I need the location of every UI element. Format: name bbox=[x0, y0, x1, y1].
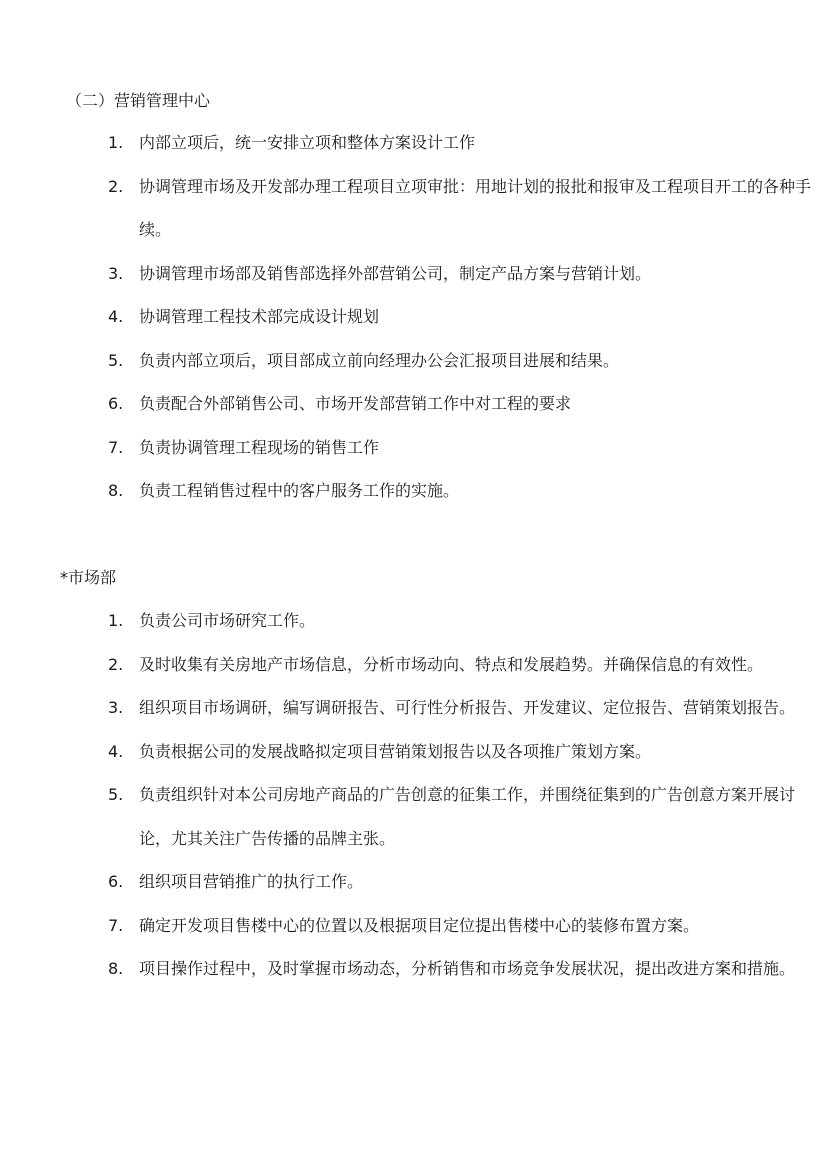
item-number: 6. bbox=[108, 872, 124, 891]
item-text: 组织项目营销推广的执行工作。 bbox=[139, 872, 364, 891]
item-text: 及时收集有关房地产市场信息，分析市场动向、特点和发展趋势。并确保信息的有效性。 bbox=[139, 654, 764, 674]
list-item bbox=[108, 339, 820, 383]
item-text: 负责协调管理工程现场的销售工作 bbox=[139, 437, 380, 457]
item-text: 内部立项后，统一安排立项和整体方案设计工作 bbox=[139, 133, 476, 152]
section-title-marketing-center: （二）营销管理中心 bbox=[66, 91, 211, 110]
item-text: 确定开发项目售楼中心的位置以及根据项目定位提出售楼中心的装修布置方案。 bbox=[139, 915, 700, 935]
item-number: 4. bbox=[108, 307, 124, 326]
item-number: 8. bbox=[108, 481, 124, 500]
item-text: 负责工程销售过程中的客户服务工作的实施。 bbox=[139, 481, 460, 500]
item-number: 3. bbox=[108, 263, 124, 283]
list-item bbox=[108, 165, 820, 252]
item-number: 7. bbox=[108, 915, 124, 935]
item-number: 1. bbox=[108, 133, 124, 152]
list-item bbox=[108, 121, 820, 165]
item-number: 5. bbox=[108, 785, 124, 804]
item-text: 项目操作过程中，及时掌握市场动态，分析销售和市场竞争发展状况，提出改进方案和措施。 bbox=[139, 959, 796, 978]
list-item bbox=[108, 599, 820, 643]
list-item bbox=[108, 947, 820, 991]
item-number: 2. bbox=[108, 654, 124, 674]
item-text: 负责配合外部销售公司、市场开发部营销工作中对工程的要求 bbox=[139, 394, 572, 413]
item-number: 2. bbox=[108, 176, 124, 196]
list-item bbox=[108, 382, 820, 426]
item-text: 负责根据公司的发展战略拟定项目营销策划报告以及各项推广策划方案。 bbox=[139, 741, 652, 761]
item-number: 5. bbox=[108, 350, 124, 370]
item-text: 负责内部立项后，项目部成立前向经理办公会汇报项目进展和结果。 bbox=[139, 350, 620, 370]
item-text: 组织项目市场调研，编写调研报告、可行性分析报告、开发建议、定位报告、营销策划报告。 bbox=[139, 698, 796, 717]
item-text: 协调管理工程技术部完成设计规划 bbox=[139, 307, 380, 326]
list-item bbox=[108, 773, 820, 860]
list-item bbox=[108, 686, 820, 730]
list-item bbox=[108, 730, 820, 774]
list-item bbox=[108, 252, 820, 296]
item-number: 6. bbox=[108, 394, 124, 413]
section-title-market-dept: *市场部 bbox=[60, 568, 117, 587]
item-number: 1. bbox=[108, 611, 124, 630]
market-dept-list bbox=[108, 599, 820, 991]
item-text: 负责组织针对本公司房地产商品的广告创意的征集工作，并围绕征集到的广告创意方案开展讨论，尤其关注广告传播的品牌主张。 bbox=[139, 785, 796, 848]
list-item bbox=[108, 295, 820, 339]
list-item bbox=[108, 643, 820, 687]
list-item bbox=[108, 426, 820, 470]
marketing-center-list bbox=[108, 121, 820, 513]
item-number: 7. bbox=[108, 437, 124, 457]
item-text: 协调管理市场部及销售部选择外部营销公司，制定产品方案与营销计划。 bbox=[139, 263, 652, 283]
item-text: 负责公司市场研究工作。 bbox=[139, 611, 316, 630]
list-item bbox=[108, 860, 820, 904]
item-text: 协调管理市场及开发部办理工程项目立项审批：用地计划的报批和报审及工程项目开工的各种手续。 bbox=[139, 176, 812, 239]
list-item bbox=[108, 469, 820, 513]
item-number: 8. bbox=[108, 959, 124, 978]
item-number: 4. bbox=[108, 741, 124, 761]
list-item bbox=[108, 904, 820, 948]
item-number: 3. bbox=[108, 698, 124, 717]
